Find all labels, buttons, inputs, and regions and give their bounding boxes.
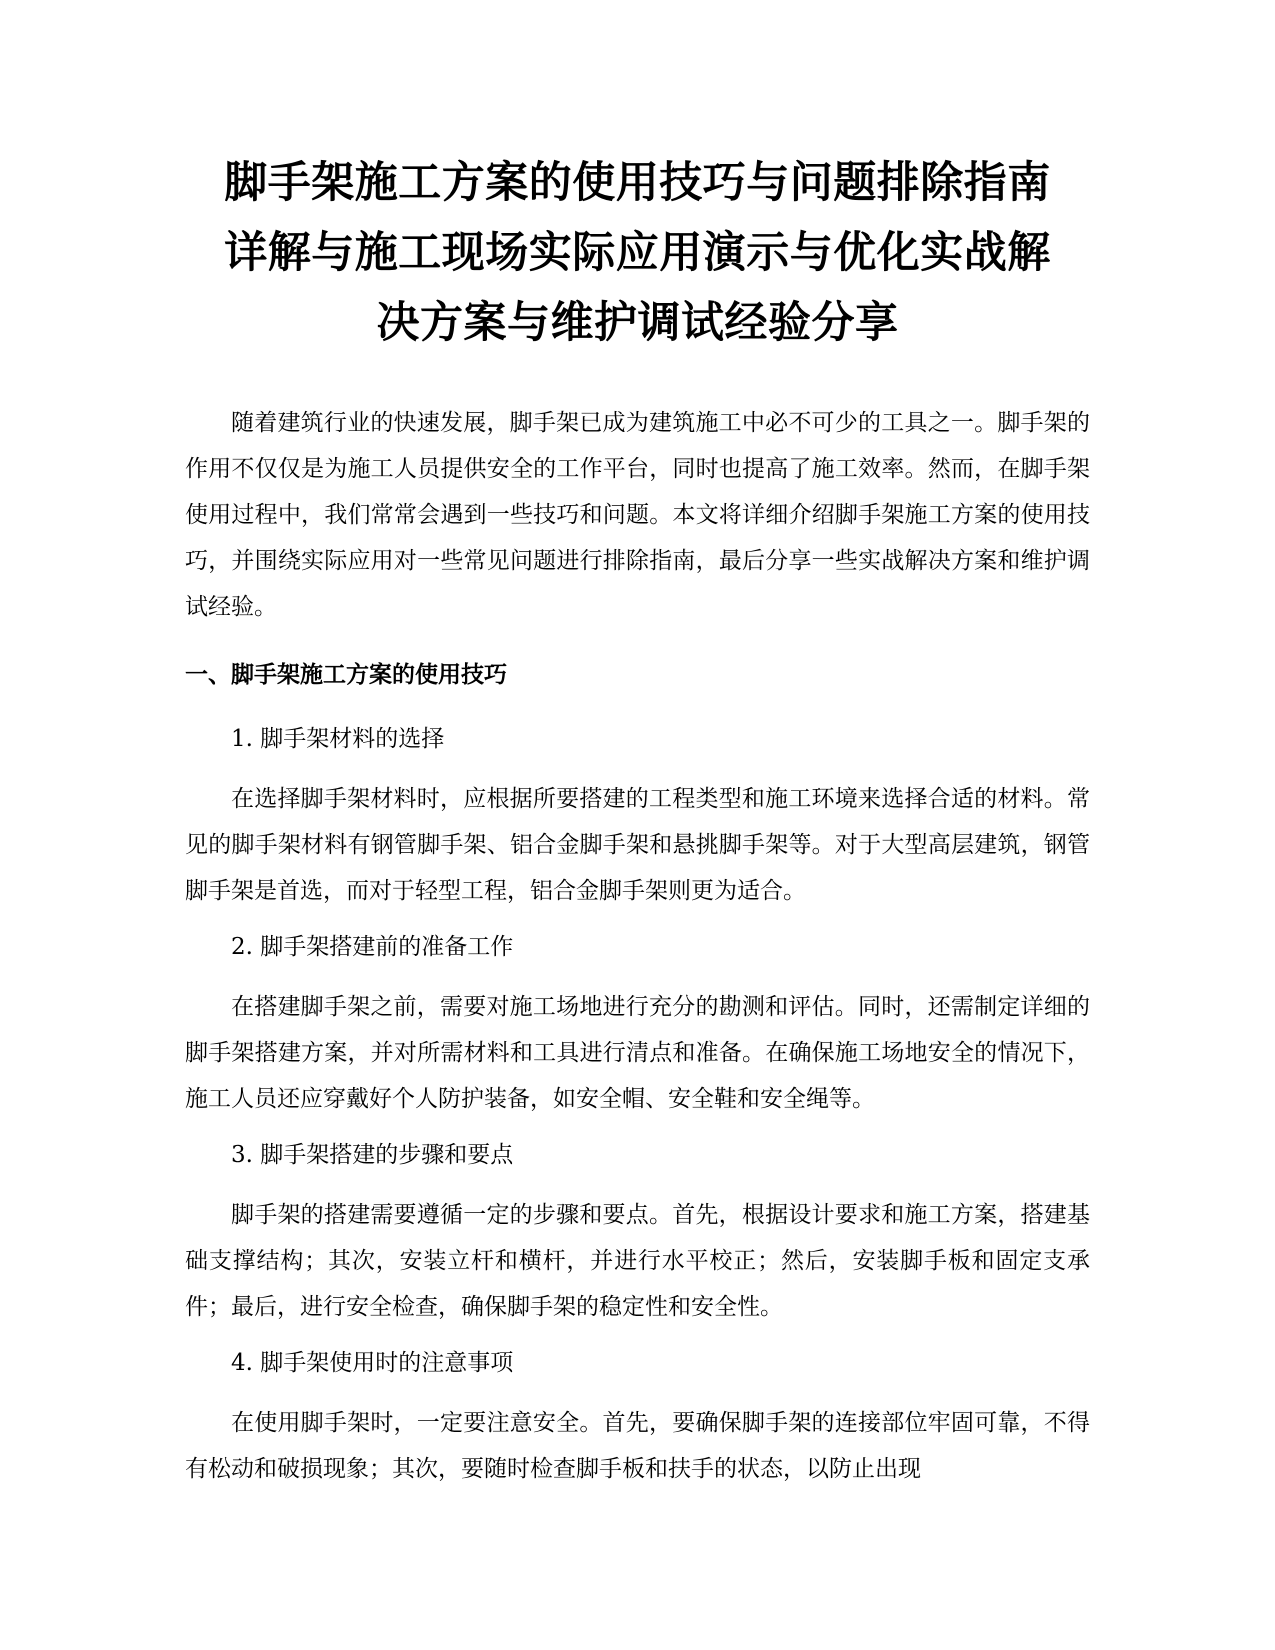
- body-paragraph: 脚手架的搭建需要遵循一定的步骤和要点。首先，根据设计要求和施工方案，搭建基础支撑结构；其次，安装立杆和横杆，并进行水平校正；然后，安装脚手板和固定支承件；最后，进行安全检查，确保脚手架的稳定性和安全性。: [185, 1202, 1090, 1320]
- title-line-2: 详解与施工现场实际应用演示与优化实战解: [224, 228, 1051, 278]
- section-item-1: [185, 716, 1090, 914]
- subheading: 4. 脚手架使用时的注意事项: [231, 1350, 514, 1376]
- document-title: [185, 148, 1090, 358]
- section-item-2: [185, 924, 1090, 1122]
- subheading: 2. 脚手架搭建前的准备工作: [231, 934, 514, 960]
- title-line-3: 决方案与维护调试经验分享: [376, 298, 899, 348]
- subheading: 1. 脚手架材料的选择: [231, 726, 445, 752]
- body-paragraph: 在使用脚手架时，一定要注意安全。首先，要确保脚手架的连接部位牢固可靠，不得有松动和破损现象；其次，要随时检查脚手板和扶手的状态，以防止出现: [185, 1410, 1090, 1482]
- body-paragraph: 在搭建脚手架之前，需要对施工场地进行充分的勘测和评估。同时，还需制定详细的脚手架搭建方案，并对所需材料和工具进行清点和准备。在确保施工场地安全的情况下，施工人员还应穿戴好个人防护装备，如安全帽、安全鞋和安全绳等。: [185, 994, 1090, 1112]
- body-paragraph: 在选择脚手架材料时，应根据所要搭建的工程类型和施工环境来选择合适的材料。常见的脚手架材料有钢管脚手架、铝合金脚手架和悬挑脚手架等。对于大型高层建筑，钢管脚手架是首选，而对于轻型工程，铝合金脚手架则更为适合。: [185, 786, 1090, 904]
- document-page: [185, 148, 1090, 1492]
- section-item-4: [185, 1340, 1090, 1492]
- section-heading: 一、脚手架施工方案的使用技巧: [185, 662, 507, 688]
- intro-paragraph: 随着建筑行业的快速发展，脚手架已成为建筑施工中必不可少的工具之一。脚手架的作用不仅仅是为施工人员提供安全的工作平台，同时也提高了施工效率。然而，在脚手架使用过程中，我们常常会遇到一些技巧和问题。本文将详细介绍脚手架施工方案的使用技巧，并围绕实际应用对一些常见问题进行排除指南，最后分享一些实战解决方案和维护调试经验。: [185, 410, 1090, 620]
- section-item-3: [185, 1132, 1090, 1330]
- title-line-1: 脚手架施工方案的使用技巧与问题排除指南: [224, 158, 1051, 208]
- subheading: 3. 脚手架搭建的步骤和要点: [231, 1142, 514, 1168]
